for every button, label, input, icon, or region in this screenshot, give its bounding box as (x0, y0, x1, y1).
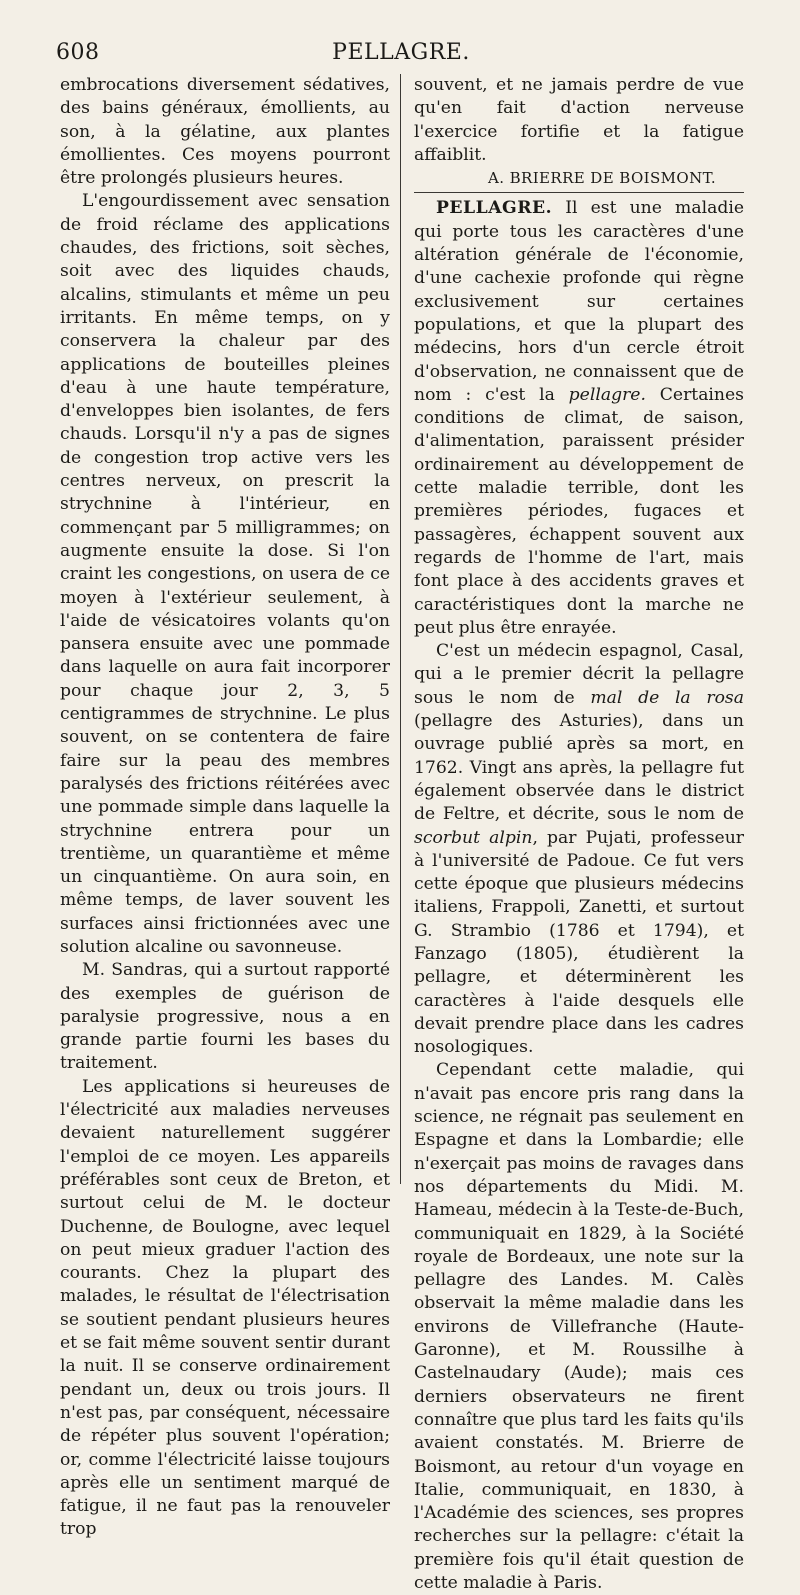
paragraph: C'est un médecin espagnol, Casal, qui a le premier décrit la pellagre sous le nom de mal de la rosa (pellagre des Asturies), dans un ouvrage publié après sa mort, en 1762. Vingt ans après, la pellagre fut également observée dans le district de Feltre, et décrite, sous le nom de scorbut alpin, par Pujati, professeur à l'université de Padoue. Ce fut vers cette époque que plusieurs médecins italiens, Frappoli, Zanetti, et surtout G. Strambio (1786 et 1794), et Fanzago (1805), étudièrent la pellagre, et déterminèrent les caractères à l'aide desquels elle devait prendre place dans les cadres nosologiques. (414, 641, 745, 1058)
paragraph: souvent, et ne jamais perdre de vue qu'en fait d'action nerveuse l'exercice fortifie et la fatigue affaiblit. (414, 75, 744, 165)
right-column (414, 74, 744, 1595)
author-signature: A. BRIERRE DE BOISMONT. (488, 169, 716, 188)
paragraph: Cependant cette maladie, qui n'avait pas encore pris rang dans la science, ne régnait pas seulement en Espagne et dans la Lombardie; elle n'exerçait pas moins de ravages dans nos départements du Midi. M. Hameau, médecin à la Teste-de-Buch, communiquait en 1829, à la Société royale de Bordeaux, une note sur la pellagre des Landes. M. Calès observait la même maladie dans les environs de Villefranche (Haute-Garonne), et M. Roussilhe à Castelnaudary (Aude); mais ces derniers observateurs ne firent connaître que plus tard les faits qu'ils avaient constatés. M. Brierre de Boismont, au retour d'un voyage en Italie, communiquait, en 1830, à l'Académie des sciences, ses propres recherches sur la pellagre: c'était la première fois qu'il était question de cette maladie à Paris. (414, 1060, 744, 1593)
article-intro-paragraph: PELLAGRE. Il est une maladie qui porte tous les caractères d'une altération générale de l'économie, d'une cachexie profonde qui règne exclusivement sur certaines populations, et que la plupart des médecins, hors d'un cercle étroit d'observation, ne connaissent que de nom : c'est la pellagre. Certaines conditions de climat, de saison, d'alimentation, paraissent présider ordinairement au développement de cette maladie terrible, dont les premières périodes, fugaces et passagères, échappent souvent aux regards de l'homme de l'art, mais font place à des accidents graves et caractéristiques dont la marche ne peut plus être enrayée. (414, 198, 744, 638)
paragraph: Les applications si heureuses de l'électricité aux maladies nerveuses devaient naturellement suggérer l'emploi de ce moyen. Les appareils préférables sont ceux de Breton, et surtout celui de M. le docteur Duchenne, de Boulogne, avec lequel on peut mieux graduer l'action des courants. Chez la plupart des malades, le résultat de l'électrisation se soutient pendant plusieurs heures et se fait même souvent sentir durant la nuit. Il se conserve ordinairement pendant un, deux ou trois jours. Il n'est pas, par conséquent, nécessaire de répéter plus souvent l'opération; or, comme l'électricité laisse toujours après elle un sentiment marqué de fatigue, il ne faut pas la renouveler trop (60, 1076, 390, 1540)
paragraph: M. Sandras, qui a surtout rapporté des exemples de guérison de paralysie progressive, nous a en grande partie fourni les bases du traitement. (60, 960, 390, 1074)
page-number: 608 (56, 40, 100, 65)
running-title: PELLAGRE. (332, 40, 470, 65)
article-headword: PELLAGRE. (436, 198, 553, 219)
left-column (60, 74, 390, 1542)
column-divider (400, 74, 401, 1184)
running-header (56, 40, 746, 68)
article-separator (414, 192, 744, 193)
paragraph: embrocations diversement sédatives, des bains généraux, émollients, au son, à la gélatine, aux plantes émollientes. Ces moyens pourront être prolongés plusieurs heures. (60, 75, 390, 189)
paragraph: L'engourdissement avec sensation de froid réclame des applications chaudes, des frictions, soit sèches, soit avec des liquides chauds, alcalins, stimulants et même un peu irritants. En même temps, on y conservera la chaleur par des applications de bouteilles pleines d'eau à une haute température, d'enveloppes bien isolantes, de fers chauds. Lorsqu'il n'y a pas de signes de congestion trop active vers les centres nerveux, on prescrit la strychnine à l'intérieur, en commençant par 5 milligrammes; on augmente ensuite la dose. Si l'on craint les congestions, on usera de ce moyen à l'extérieur seulement, à l'aide de vésicatoires volants qu'on pansera ensuite avec une pommade dans laquelle on aura fait incorporer pour chaque jour 2, 3, 5 centigrammes de strychnine. Le plus souvent, on se contentera de faire faire sur la peau des membres paralysés des frictions réitérées avec une pommade simple dans laquelle la strychnine entrera pour un trentième, un quarantième et même un cinquantième. On aura soin, en même temps, de laver souvent les surfaces ainsi frictionnées avec une solution alcaline ou savonneuse. (60, 191, 390, 957)
